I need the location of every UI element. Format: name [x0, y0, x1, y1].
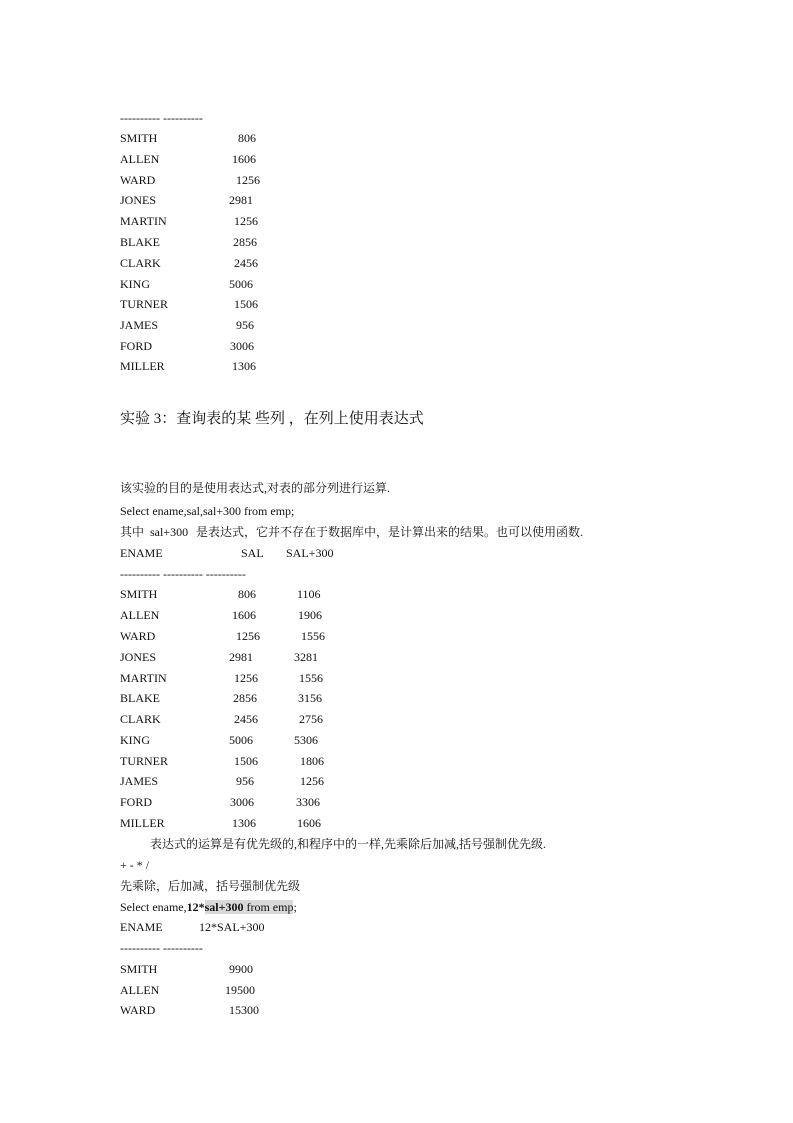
- table2-sal: 3006: [230, 795, 254, 809]
- sql2-suffix: ;: [293, 900, 297, 914]
- table1-sal: 1506: [234, 297, 258, 311]
- table2-ename: JONES: [120, 650, 157, 664]
- table1-sal: 5006: [229, 277, 253, 291]
- table2-ename: KING: [120, 733, 150, 747]
- table1-ename: MILLER: [120, 359, 165, 373]
- table1-ename: TURNER: [120, 297, 168, 311]
- table2-ename: CLARK: [120, 712, 161, 726]
- table1-sal: 2856: [233, 235, 257, 249]
- table2-sal: 1306: [232, 816, 256, 830]
- table1-ename: JONES: [120, 193, 157, 207]
- table1-sal: 2456: [234, 256, 258, 270]
- table2-ename: SMITH: [120, 587, 158, 601]
- table2-ename: FORD: [120, 795, 153, 809]
- table2-sal-plus: 1106: [297, 587, 321, 601]
- table2-sal-plus: 1556: [299, 671, 323, 685]
- table2-sal: 1506: [234, 754, 258, 768]
- table1-sal: 2981: [229, 193, 253, 207]
- table2-sal-plus: 1256: [300, 774, 324, 788]
- table3-ename: SMITH: [120, 962, 158, 976]
- header3-expr: 12*SAL+300: [199, 920, 265, 934]
- table2-sal-plus: 5306: [294, 733, 318, 747]
- table3-value: 15300: [229, 1003, 259, 1017]
- precedence-note: 表达式的运算是有优先级的,和程序中的一样,先乘除后加减,括号强制优先级.: [150, 837, 547, 851]
- intro-text: 该实验的目的是使用表达式,对表的部分列进行运算.: [120, 481, 391, 495]
- header3-ename: ENAME: [120, 920, 163, 934]
- table1-ename: WARD: [120, 173, 156, 187]
- table1-sal: 1306: [232, 359, 256, 373]
- table1-ename: MARTIN: [120, 214, 167, 228]
- table2-ename: MILLER: [120, 816, 165, 830]
- table1-ename: SMITH: [120, 131, 158, 145]
- table1-sal: 1256: [236, 173, 260, 187]
- table2-sal-plus: 3306: [296, 795, 320, 809]
- table2-sal-plus: 1906: [298, 608, 322, 622]
- table3-ename: ALLEN: [120, 983, 160, 997]
- table2-ename: TURNER: [120, 754, 168, 768]
- header-ename: ENAME: [120, 546, 163, 560]
- table2-sal: 2981: [229, 650, 253, 664]
- sql2-prefix: Select ename,: [120, 900, 187, 914]
- table2-sal-plus: 3281: [294, 650, 318, 664]
- table2-sal: 1256: [236, 629, 260, 643]
- sql-statement-1: Select ename,sal,sal+300 from emp;: [120, 504, 295, 518]
- note-prefix: 其中: [120, 525, 145, 539]
- table2-sal-plus: 1556: [301, 629, 325, 643]
- table2-ename: WARD: [120, 629, 156, 643]
- table3-ename: WARD: [120, 1003, 156, 1017]
- table2-sal: 806: [238, 587, 256, 601]
- table1-sal: 806: [238, 131, 256, 145]
- note-expression: sal+300: [150, 525, 189, 539]
- table2-ename: JAMES: [120, 774, 159, 788]
- table2-separator: ---------- ---------- ----------: [120, 567, 246, 581]
- precedence-short: 先乘除，后加减，括号强制优先级: [120, 879, 301, 893]
- table1-ename: BLAKE: [120, 235, 160, 249]
- table2-sal-plus: 3156: [298, 691, 322, 705]
- table3-separator: ---------- ----------: [120, 941, 203, 955]
- table1-ename: CLARK: [120, 256, 161, 270]
- header-sal-plus: SAL+300: [286, 546, 334, 560]
- table2-sal: 2456: [234, 712, 258, 726]
- table2-ename: BLAKE: [120, 691, 160, 705]
- table1-sal: 956: [236, 318, 254, 332]
- table1-sal: 3006: [230, 339, 254, 353]
- note-rest: 是表达式，它并不存在于数据库中，是计算出来的结果。也可以使用函数.: [196, 525, 584, 539]
- table2-sal: 1606: [232, 608, 256, 622]
- table1-ename: JAMES: [120, 318, 159, 332]
- header-sal: SAL: [241, 546, 264, 560]
- sql-statement-2: [120, 900, 620, 914]
- table2-sal: 2856: [233, 691, 257, 705]
- table2-sal: 1256: [234, 671, 258, 685]
- table3-value: 9900: [229, 962, 253, 976]
- table1-ename: KING: [120, 277, 150, 291]
- table3-value: 19500: [225, 983, 255, 997]
- table2-ename: ALLEN: [120, 608, 160, 622]
- section-heading: 实验 3：查询表的某 些列 ，在列上使用表达式: [120, 411, 424, 427]
- table2-sal: 5006: [229, 733, 253, 747]
- sql2-highlight-rest: from emp: [243, 900, 294, 914]
- table2-sal-plus: 1806: [300, 754, 324, 768]
- table1-sal: 1256: [234, 214, 258, 228]
- table2-ename: MARTIN: [120, 671, 167, 685]
- table2-sal: 956: [236, 774, 254, 788]
- table2-sal-plus: 1606: [297, 816, 321, 830]
- sql2-highlight-expr: sal+300: [204, 900, 244, 914]
- table1-ename: ALLEN: [120, 152, 160, 166]
- table2-sal-plus: 2756: [299, 712, 323, 726]
- sql2-multiplier: 12*: [186, 900, 205, 914]
- table1-separator: ---------- ----------: [120, 111, 203, 125]
- table1-ename: FORD: [120, 339, 153, 353]
- operators-list: + - * /: [120, 858, 150, 872]
- table1-sal: 1606: [232, 152, 256, 166]
